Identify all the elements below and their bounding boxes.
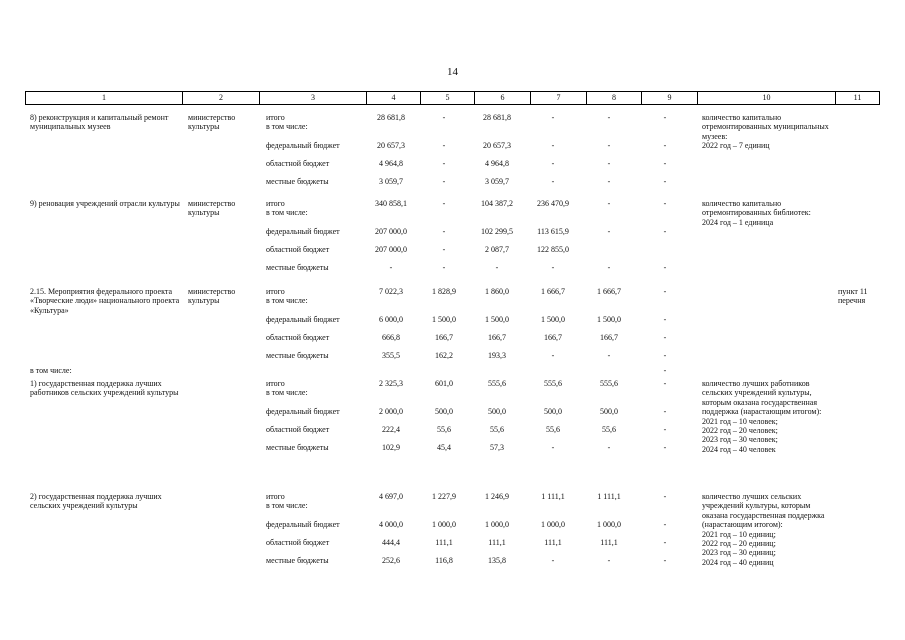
reference-note: пункт 11 перечня — [838, 287, 868, 306]
funding-value: 500,0 — [600, 407, 618, 416]
funding-value: - — [389, 263, 393, 272]
funding-value: 555,6 — [544, 379, 562, 388]
funding-source: областной бюджет — [266, 245, 330, 254]
funding-value: 45,4 — [437, 443, 451, 452]
executor: министерство культуры — [188, 287, 236, 306]
column-header: 11 — [853, 93, 862, 102]
funding-value: 500,0 — [435, 407, 453, 416]
funding-value: - — [607, 141, 611, 150]
funding-value: 1 000,0 — [597, 520, 621, 529]
funding-value: 111,1 — [544, 538, 562, 547]
funding-value: - — [442, 113, 446, 122]
funding-value: 236 470,9 — [537, 199, 569, 208]
funding-value: - — [442, 199, 446, 208]
funding-value: - — [551, 443, 555, 452]
funding-value: - — [551, 263, 555, 272]
funding-value: - — [442, 177, 446, 186]
table-header-row — [25, 91, 880, 105]
funding-source: итого в том числе: — [266, 492, 308, 511]
funding-value: 135,8 — [488, 556, 506, 565]
funding-value: 162,2 — [435, 351, 453, 360]
item-name: 1) государственная поддержка лучших работников сельских учреждений культуры — [30, 379, 179, 398]
funding-value: - — [551, 113, 555, 122]
funding-value: - — [663, 538, 667, 547]
funding-value: 20 657,3 — [483, 141, 511, 150]
funding-value: 3 059,7 — [485, 177, 509, 186]
funding-value: 444,4 — [382, 538, 400, 547]
funding-value: - — [607, 113, 611, 122]
column-header: 8 — [587, 92, 642, 104]
funding-value: - — [551, 556, 555, 565]
funding-value: - — [663, 556, 667, 565]
funding-source: федеральный бюджет — [266, 141, 340, 150]
funding-value: - — [663, 351, 667, 360]
funding-value: - — [663, 177, 667, 186]
funding-value: 4 964,8 — [485, 159, 509, 168]
funding-value: - — [663, 492, 667, 501]
funding-value: - — [663, 315, 667, 324]
subsection-label: в том числе: — [30, 366, 72, 375]
funding-value: - — [551, 141, 555, 150]
funding-value: 122 855,0 — [537, 245, 569, 254]
target-indicator: количество лучших сельских учреждений культуры, которым оказана государственная поддержка (нарастающим итогом): 2021 год – 10 единиц; 2022 год – 20 единиц; 2023 год – 30 единиц; 2024 год – 40 единиц — [702, 492, 825, 567]
column-header: 7 — [531, 92, 587, 104]
funding-value: - — [663, 113, 667, 122]
funding-value: 601,0 — [435, 379, 453, 388]
executor: министерство культуры — [188, 113, 236, 132]
funding-value: 166,7 — [435, 333, 453, 342]
funding-value: - — [442, 227, 446, 236]
funding-value: 1 500,0 — [597, 315, 621, 324]
funding-value: 4 964,8 — [379, 159, 403, 168]
column-header: 6 — [475, 92, 531, 104]
target-indicator: количество капитально отремонтированных библиотек: 2024 год – 1 единица — [702, 199, 811, 227]
funding-value: - — [442, 263, 446, 272]
funding-value: - — [607, 199, 611, 208]
funding-value: 1 227,9 — [432, 492, 456, 501]
funding-source: местные бюджеты — [266, 351, 329, 360]
funding-value: 1 666,7 — [541, 287, 565, 296]
item-name: 2.15. Мероприятия федерального проекта «Творческие люди» национального проекта «Культура» — [30, 287, 180, 315]
subsection-dash: - — [663, 366, 667, 375]
funding-value: 111,1 — [488, 538, 506, 547]
funding-value: - — [607, 556, 611, 565]
executor: министерство культуры — [188, 199, 236, 218]
funding-value: 355,5 — [382, 351, 400, 360]
funding-value: 28 681,8 — [377, 113, 405, 122]
item-name: 8) реконструкция и капитальный ремонт муниципальных музеев — [30, 113, 169, 132]
funding-source: местные бюджеты — [266, 556, 329, 565]
funding-value: - — [607, 177, 611, 186]
funding-value: 1 500,0 — [541, 315, 565, 324]
funding-value: - — [663, 379, 667, 388]
funding-value: - — [607, 443, 611, 452]
funding-value: 666,8 — [382, 333, 400, 342]
funding-source: областной бюджет — [266, 538, 330, 547]
funding-value: - — [663, 227, 667, 236]
column-header: 1 — [26, 92, 183, 104]
column-header: 3 — [260, 92, 367, 104]
funding-value: 166,7 — [600, 333, 618, 342]
funding-value: - — [442, 141, 446, 150]
funding-value: 102 299,5 — [481, 227, 513, 236]
funding-source: местные бюджеты — [266, 177, 329, 186]
funding-value: 500,0 — [488, 407, 506, 416]
column-header: 9 — [642, 92, 698, 104]
funding-value: - — [607, 263, 611, 272]
column-header: 2 — [183, 92, 260, 104]
funding-value: - — [607, 159, 611, 168]
funding-value: 111,1 — [600, 538, 618, 547]
funding-source: областной бюджет — [266, 425, 330, 434]
funding-source: областной бюджет — [266, 333, 330, 342]
funding-value: 55,6 — [490, 425, 504, 434]
funding-value: 2 000,0 — [379, 407, 403, 416]
column-header: 5 — [421, 92, 475, 104]
funding-value: 1 000,0 — [541, 520, 565, 529]
item-name: 2) государственная поддержка лучших сельских учреждений культуры — [30, 492, 162, 511]
funding-value: 166,7 — [544, 333, 562, 342]
item-name: 9) реновация учреждений отрасли культуры — [30, 199, 180, 208]
funding-value: 3 059,7 — [379, 177, 403, 186]
funding-value: 252,6 — [382, 556, 400, 565]
funding-value: 1 860,0 — [485, 287, 509, 296]
funding-value: 1 000,0 — [432, 520, 456, 529]
funding-value: 2 325,3 — [379, 379, 403, 388]
funding-value: 555,6 — [600, 379, 618, 388]
funding-value: 1 111,1 — [597, 492, 621, 501]
funding-value: - — [663, 141, 667, 150]
funding-value: - — [663, 287, 667, 296]
funding-value: - — [663, 425, 667, 434]
funding-value: 1 246,9 — [485, 492, 509, 501]
funding-value: - — [607, 227, 611, 236]
target-indicator: количество лучших работников сельских учреждений культуры, которым оказана государственная поддержка (нарастающим итогом): 2021 год – 10 человек; 2022 год – 20 человек; 2023 год – 30 человек; 2024 год – 40 человек — [702, 379, 822, 454]
funding-value: 4 000,0 — [379, 520, 403, 529]
column-header: 10 — [698, 92, 836, 104]
funding-value: 207 000,0 — [375, 227, 407, 236]
funding-value: 55,6 — [437, 425, 451, 434]
funding-value: - — [607, 351, 611, 360]
funding-value: - — [495, 263, 499, 272]
funding-source: итого в том числе: — [266, 379, 308, 398]
funding-value: 20 657,3 — [377, 141, 405, 150]
funding-value: - — [663, 333, 667, 342]
page-number: 14 — [447, 66, 458, 78]
funding-source: федеральный бюджет — [266, 227, 340, 236]
funding-value: 2 087,7 — [485, 245, 509, 254]
funding-source: федеральный бюджет — [266, 520, 340, 529]
funding-value: - — [663, 443, 667, 452]
funding-value: 555,6 — [488, 379, 506, 388]
funding-value: 500,0 — [544, 407, 562, 416]
funding-value: 116,8 — [435, 556, 453, 565]
funding-value: 111,1 — [435, 538, 453, 547]
funding-value: - — [663, 263, 667, 272]
funding-value: 340 858,1 — [375, 199, 407, 208]
funding-value: 207 000,0 — [375, 245, 407, 254]
funding-value: 102,9 — [382, 443, 400, 452]
funding-value: - — [663, 520, 667, 529]
funding-value: - — [442, 245, 446, 254]
funding-value: 7 022,3 — [379, 287, 403, 296]
funding-source: областной бюджет — [266, 159, 330, 168]
funding-value: 113 615,9 — [537, 227, 569, 236]
funding-value: - — [551, 177, 555, 186]
funding-value: 1 111,1 — [541, 492, 565, 501]
funding-value: 1 666,7 — [597, 287, 621, 296]
column-header: 4 — [367, 92, 421, 104]
funding-source: итого в том числе: — [266, 287, 308, 306]
target-indicator: количество капитально отремонтированных муниципальных музеев: 2022 год – 7 единиц — [702, 113, 829, 151]
funding-value: - — [551, 351, 555, 360]
funding-value: 222,4 — [382, 425, 400, 434]
funding-value: 28 681,8 — [483, 113, 511, 122]
funding-value: 1 000,0 — [485, 520, 509, 529]
funding-value: 6 000,0 — [379, 315, 403, 324]
funding-value: 193,3 — [488, 351, 506, 360]
funding-value: - — [663, 159, 667, 168]
funding-value: - — [663, 199, 667, 208]
funding-value: 4 697,0 — [379, 492, 403, 501]
funding-value: 1 500,0 — [432, 315, 456, 324]
funding-source: местные бюджеты — [266, 443, 329, 452]
funding-source: местные бюджеты — [266, 263, 329, 272]
funding-source: федеральный бюджет — [266, 315, 340, 324]
funding-source: итого в том числе: — [266, 113, 308, 132]
funding-value: 57,3 — [490, 443, 504, 452]
funding-value: 166,7 — [488, 333, 506, 342]
funding-value: - — [442, 159, 446, 168]
funding-value: 104 387,2 — [481, 199, 513, 208]
funding-value: 1 500,0 — [485, 315, 509, 324]
funding-source: итого в том числе: — [266, 199, 308, 218]
funding-value: 55,6 — [602, 425, 616, 434]
funding-value: - — [663, 407, 667, 416]
funding-value: - — [551, 159, 555, 168]
funding-value: 1 828,9 — [432, 287, 456, 296]
funding-source: федеральный бюджет — [266, 407, 340, 416]
funding-value: 55,6 — [546, 425, 560, 434]
